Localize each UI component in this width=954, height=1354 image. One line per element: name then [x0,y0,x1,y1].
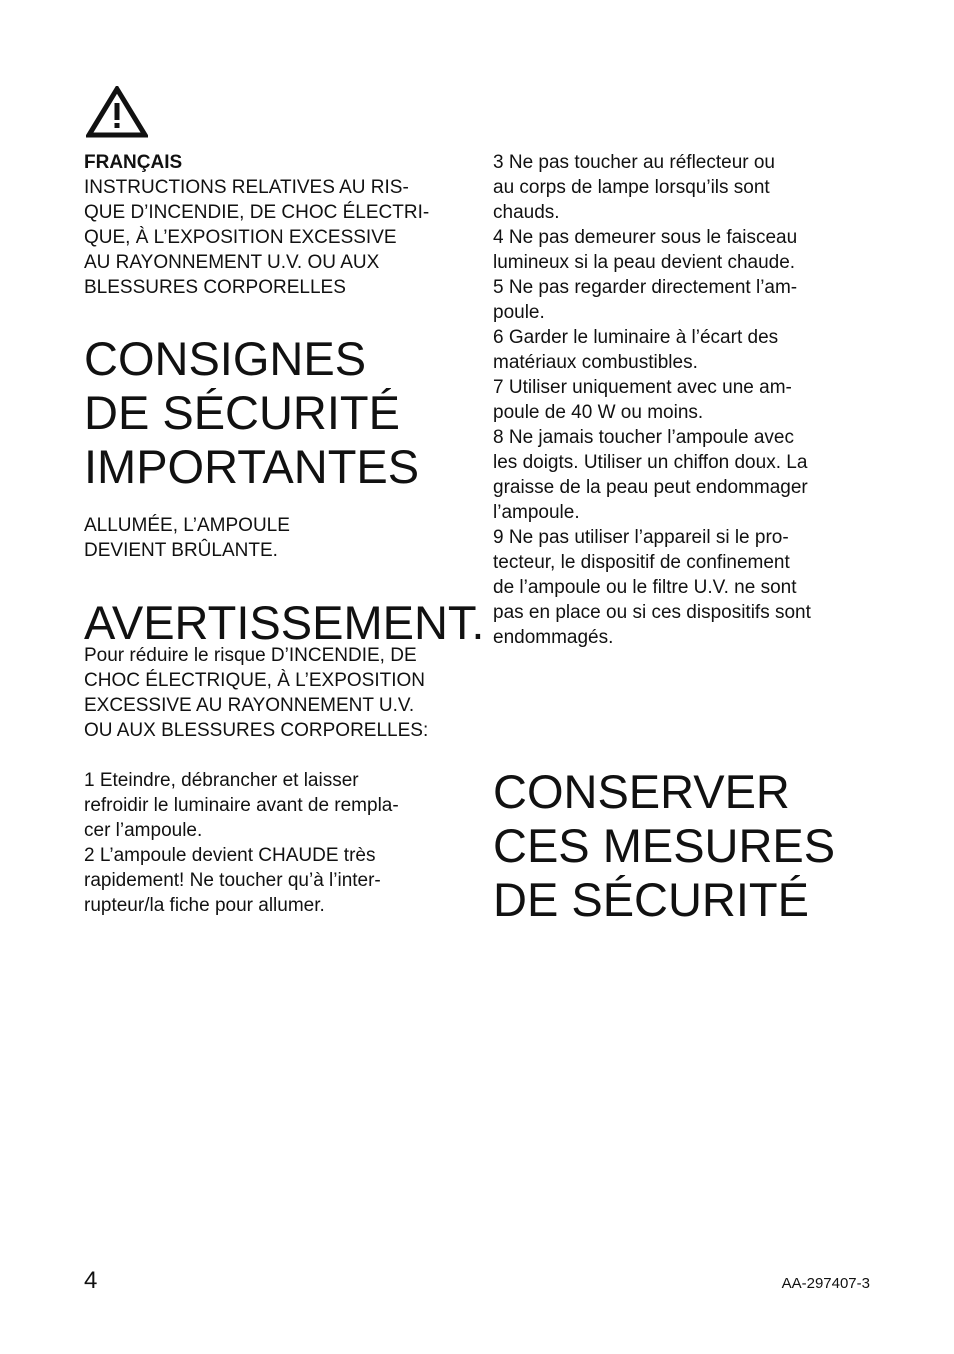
language-label: FRANÇAIS [84,152,183,173]
safety-steps-right: 3 Ne pas toucher au réflecteur ou au corps de lampe lorsqu’ils sont chauds. 4 Ne pas demeurer sous le faisceau lumineux si la peau devient chaude. 5 Ne pas regarder directement l’am- poule. 6 Garder le luminaire à l’écart des matériaux combustibles. 7 Utiliser uniquement avec une am- poule de 40 W ou moins. 8 Ne jamais toucher l’ampoule avec les doigts. Utiliser un chiffon doux. La graisse de la peau peut endommager l’ampoule. 9 Ne pas utiliser l’appareil si le pro- tecteur, le dispositif de confinement de l’ampoule ou le filtre U.V. ne sont pas en place ou si ces dispositifs sont endommagés. [493,152,811,648]
consignes-title: CONSIGNES DE SÉCURITÉ IMPORTANTES [84,332,420,493]
page-number: 4 [84,1267,98,1294]
safety-steps-left: 1 Eteindre, débrancher et laisser refroidir le luminaire avant de rempla- cer l’ampoule. 2 L’ampoule devient CHAUDE très rapidement! Ne toucher qu’à l’inter- rupteur/la fiche pour allumer. [84,770,399,916]
bulb-hot-notice: ALLUMÉE, L’AMPOULE DEVIENT BRÛLANTE. [84,515,290,561]
reduce-risk-text: Pour réduire le risque D’INCENDIE, DE CHOC ÉLECTRIQUE, À L’EXPOSITION EXCESSIVE AU RAYONNEMENT U.V. OU AUX BLESSURES CORPORELLES: [84,645,429,741]
conserver-title: CONSERVER CES MESURES DE SÉCURITÉ [493,765,836,926]
warning-triangle-icon [86,86,148,138]
document-code: AA-297407-3 [781,1275,870,1292]
avertissement-title: AVERTISSEMENT. [84,596,485,649]
intro-text: INSTRUCTIONS RELATIVES AU RIS- QUE D’INCENDIE, DE CHOC ÉLECTRI- QUE, À L’EXPOSITION EXCESSIVE AU RAYONNEMENT U.V. OU AUX BLESSURES CORPORELLES [84,177,430,298]
